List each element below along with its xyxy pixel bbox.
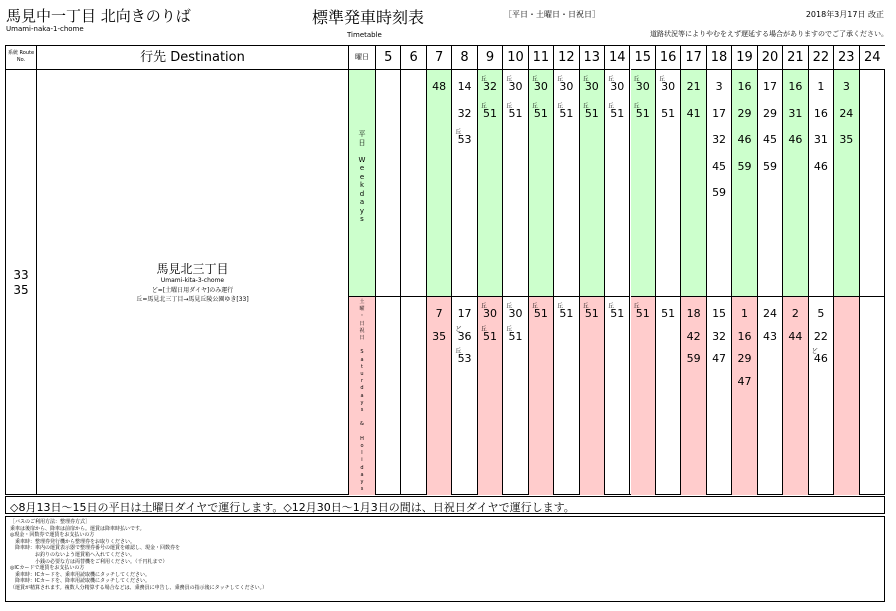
weekday-hour-8 xyxy=(452,70,477,296)
weekday-hour-7 xyxy=(427,70,452,296)
departure-minute: 30 xyxy=(483,307,498,320)
hour-header-21: 21 xyxy=(783,46,808,70)
hour-header-13: 13 xyxy=(580,46,605,70)
weekday-hour-10 xyxy=(503,70,528,296)
hour-header-24: 24 xyxy=(860,46,885,70)
departure-minute: 30 xyxy=(533,80,548,93)
hour-header-20: 20 xyxy=(758,46,783,70)
departure-minute: 29 xyxy=(737,352,752,365)
departure-minute: 59 xyxy=(737,159,752,173)
departure-minute: 32 xyxy=(457,106,472,120)
departure-minute: 47 xyxy=(712,352,727,365)
route-cell xyxy=(6,70,37,495)
departure-minute: 3 xyxy=(842,80,850,93)
departure-minute: 7 xyxy=(435,307,443,320)
holiday-hour-19 xyxy=(732,296,757,495)
weekday-hour-16 xyxy=(656,70,681,296)
timetable-grid xyxy=(5,45,885,495)
departure-minute: 30 xyxy=(584,80,599,93)
hour-header-10: 10 xyxy=(503,46,528,70)
departure-minute: 51 xyxy=(584,106,599,120)
departure-minute: 51 xyxy=(533,307,548,320)
hour-header-7: 7 xyxy=(427,46,452,70)
holiday-schedule-notice: ◇8月13日～15日の平日は土曜日ダイヤで運行します。◇12月30日～1月3日の間は、日祝日ダイヤで運行します。 xyxy=(5,496,885,514)
holiday-hour-17 xyxy=(681,296,706,495)
route-mark: 丘 xyxy=(582,303,589,310)
holiday-hour-18 xyxy=(707,296,732,495)
hour-header-17: 17 xyxy=(681,46,706,70)
route-mark: 丘 xyxy=(480,76,487,83)
departure-minute: 18 xyxy=(686,307,701,320)
departure-minute: 5 xyxy=(817,307,825,320)
hour-header-8: 8 xyxy=(452,46,477,70)
departure-minute: 30 xyxy=(635,80,650,93)
stop-name: 馬見中一丁目 北向きのりば xyxy=(6,7,191,25)
departure-minute: 42 xyxy=(686,329,701,343)
departure-minute: 46 xyxy=(788,133,803,146)
route-mark: 丘 xyxy=(480,303,487,310)
route-mark: 丘 xyxy=(506,325,513,333)
route-mark: 丘 xyxy=(608,303,615,310)
hour-header-19: 19 xyxy=(732,46,757,70)
departure-minute: 32 xyxy=(483,80,498,93)
holiday-hour-13 xyxy=(580,296,605,495)
departure-minute: 30 xyxy=(508,307,523,320)
departure-minute: 53 xyxy=(457,133,472,146)
departure-minute: 51 xyxy=(610,307,625,320)
weekday-hour-21 xyxy=(783,70,808,296)
page-title-en: Timetable xyxy=(347,31,382,39)
departure-minute: 51 xyxy=(610,106,625,120)
departure-minute: 32 xyxy=(712,329,727,343)
departure-minute: 59 xyxy=(686,352,701,365)
destination-note: 丘=馬見北三丁目→馬見丘陵公園ゆき[33] xyxy=(136,296,249,303)
weekday-hour-11 xyxy=(529,70,554,296)
route-mark: 丘 xyxy=(480,325,487,333)
departure-minute: 2 xyxy=(791,307,799,320)
holiday-hour-22 xyxy=(809,296,834,495)
departure-minute: 51 xyxy=(533,106,548,120)
holiday-label-cell xyxy=(349,296,376,495)
destination-cell xyxy=(37,70,349,495)
route-header: 系統 Route No. xyxy=(6,46,37,70)
route-mark: 丘 xyxy=(633,76,640,83)
departure-minute: 53 xyxy=(457,352,472,365)
departure-minute: 30 xyxy=(661,80,676,93)
departure-minute: 51 xyxy=(508,329,523,343)
hour-header-11: 11 xyxy=(529,46,554,70)
departure-minute: 35 xyxy=(432,329,447,343)
destination-note: ど=[土曜日用ダイヤ]のみ運行 xyxy=(151,287,234,294)
departure-minute: 16 xyxy=(737,80,752,93)
route-mark: 丘 xyxy=(531,303,538,310)
holiday-label: 土 曜 ・ 日 祝 日 S a t u r d a y s & H o l i d a y s xyxy=(359,299,365,493)
route-mark: 丘 xyxy=(557,303,564,310)
route-mark: 丘 xyxy=(633,102,640,110)
holiday-hour-15 xyxy=(631,296,656,495)
weekday-hour-12 xyxy=(554,70,579,296)
departure-minute: 31 xyxy=(813,133,828,146)
departure-minute: 31 xyxy=(788,106,803,120)
departure-minute: 46 xyxy=(737,133,752,146)
usage-line: ◎現金・回数券で運賃をお支払いの方 xyxy=(10,532,95,539)
departure-minute: 59 xyxy=(762,159,777,173)
departure-minute: 59 xyxy=(712,186,727,199)
departure-minute: 43 xyxy=(762,329,777,343)
departure-minute: 51 xyxy=(483,329,498,343)
departure-minute: 17 xyxy=(762,80,777,93)
departure-minute: 22 xyxy=(813,329,828,343)
departure-minute: 46 xyxy=(813,352,828,365)
route-mark: 丘 xyxy=(608,76,615,83)
holiday-hour-8 xyxy=(452,296,477,495)
route-mark: 丘 xyxy=(455,129,462,136)
departure-minute: 14 xyxy=(457,80,472,93)
day-header: 曜日 xyxy=(349,46,376,70)
departure-minute: 17 xyxy=(712,106,727,120)
weekday-hour-5 xyxy=(376,70,401,296)
hour-header-12: 12 xyxy=(554,46,579,70)
destination-header: 行先 Destination xyxy=(37,46,349,70)
holiday-hour-24 xyxy=(860,296,885,495)
departure-minute: 24 xyxy=(839,106,854,120)
departure-minute: 46 xyxy=(813,159,828,173)
departure-minute: 1 xyxy=(817,80,825,93)
usage-line: ［バスのご利用方法：整理券方式］ xyxy=(10,519,91,525)
holiday-hour-5 xyxy=(376,296,401,495)
departure-minute: 51 xyxy=(559,106,574,120)
holiday-hour-11 xyxy=(529,296,554,495)
route-mark: 丘 xyxy=(506,76,513,83)
departure-minute: 51 xyxy=(661,307,676,320)
route-mark: 丘 xyxy=(506,303,513,310)
weekday-hour-18 xyxy=(707,70,732,296)
usage-line: 乗車は後扉から、降車は前扉から。運賃は降車時払いです。 xyxy=(10,525,145,532)
holiday-hour-14 xyxy=(605,296,630,495)
departure-minute: 48 xyxy=(432,80,447,93)
departure-minute: 51 xyxy=(584,307,599,320)
weekday-label-cell xyxy=(349,70,376,296)
departure-minute: 32 xyxy=(712,133,727,146)
departure-minute: 51 xyxy=(635,106,650,120)
departure-minute: 47 xyxy=(737,374,752,388)
holiday-hour-6 xyxy=(401,296,426,495)
route-mark: 丘 xyxy=(557,102,564,110)
holiday-hour-23 xyxy=(834,296,859,495)
usage-line: ◎ICカードで運賃をお支払いの方 xyxy=(10,565,85,572)
hour-header-23: 23 xyxy=(834,46,859,70)
route-mark: 丘 xyxy=(480,102,487,110)
route-mark: 丘 xyxy=(455,348,462,355)
holiday-hour-9 xyxy=(478,296,503,495)
departure-minute: 45 xyxy=(762,133,777,146)
departure-minute: 51 xyxy=(483,106,498,120)
route-number: 33 xyxy=(13,268,29,282)
route-mark: 丘 xyxy=(582,76,589,83)
destination-name-en: Umami-kita-3-chome xyxy=(160,277,225,284)
usage-line: 降車時：ICカードを、降車用読取機にタッチしてください。 xyxy=(10,578,150,585)
weekday-hour-20 xyxy=(758,70,783,296)
departure-minute: 16 xyxy=(737,329,752,343)
weekday-hour-14 xyxy=(605,70,630,296)
departure-minute: 51 xyxy=(508,106,523,120)
weekday-hour-22 xyxy=(809,70,834,296)
holiday-hour-21 xyxy=(783,296,808,495)
departure-minute: 30 xyxy=(508,80,523,93)
weekday-hour-23 xyxy=(834,70,859,296)
holiday-hour-16 xyxy=(656,296,681,495)
route-mark: 丘 xyxy=(608,102,615,110)
route-number: 35 xyxy=(13,283,29,297)
departure-minute: 16 xyxy=(788,80,803,93)
departure-minute: 3 xyxy=(715,80,723,93)
page-title: 標準発車時刻表 xyxy=(312,8,425,27)
departure-minute: 1 xyxy=(741,307,749,320)
destination-name: 馬見北三丁目 xyxy=(156,262,229,276)
departure-minute: 51 xyxy=(635,307,650,320)
hour-header-22: 22 xyxy=(809,46,834,70)
hour-header-9: 9 xyxy=(478,46,503,70)
holiday-hour-7 xyxy=(427,296,452,495)
departure-minute: 30 xyxy=(559,80,574,93)
delay-notice: 道路状況等によりやむをえず遅延する場合がありますのでご了承ください。 xyxy=(650,30,888,38)
day-types: ［平日・土曜日・日祝日］ xyxy=(504,10,600,19)
route-mark: 丘 xyxy=(633,303,640,310)
departure-minute: 24 xyxy=(762,307,777,320)
route-mark: 丘 xyxy=(506,102,513,110)
revision-date: 2018年3月17日 改正 xyxy=(805,10,884,19)
usage-line: 小銭の必要な方は両替機をご利用ください。（千円札まで） xyxy=(10,558,168,565)
hour-header-16: 16 xyxy=(656,46,681,70)
departure-minute: 16 xyxy=(813,106,828,120)
departure-minute: 29 xyxy=(762,106,777,120)
departure-minute: 15 xyxy=(712,307,727,320)
holiday-hour-10 xyxy=(503,296,528,495)
departure-minute: 41 xyxy=(686,106,701,120)
hour-header-14: 14 xyxy=(605,46,630,70)
route-mark: ど xyxy=(455,325,462,333)
departure-minute: 30 xyxy=(610,80,625,93)
route-mark: 丘 xyxy=(531,102,538,110)
route-mark: ど xyxy=(811,348,818,355)
usage-line: 乗車時：整理券発行機から整理券をお取りください。 xyxy=(10,538,136,545)
usage-line: （運賃が精算されます。複数人分精算する場合などは、乗務員に申告し、乗務員の指示後にタッチしてください。） xyxy=(10,584,268,591)
departure-minute: 51 xyxy=(559,307,574,320)
hour-header-6: 6 xyxy=(401,46,426,70)
weekday-hour-24 xyxy=(860,70,885,296)
weekday-hour-13 xyxy=(580,70,605,296)
hour-header-18: 18 xyxy=(707,46,732,70)
departure-minute: 51 xyxy=(661,106,676,120)
weekday-hour-15 xyxy=(631,70,656,296)
usage-line: 降車時：車内の運賃表示器で整理券番号の運賃を確認し、現金・回数券を xyxy=(10,545,181,552)
route-mark: 丘 xyxy=(582,102,589,110)
holiday-hour-20 xyxy=(758,296,783,495)
departure-minute: 29 xyxy=(737,106,752,120)
departure-minute: 44 xyxy=(788,329,803,343)
hour-header-15: 15 xyxy=(631,46,656,70)
usage-instructions xyxy=(5,516,885,602)
hour-header-5: 5 xyxy=(376,46,401,70)
stop-name-en: Umami-naka-1-chome xyxy=(6,25,84,33)
departure-minute: 35 xyxy=(839,133,854,146)
departure-minute: 21 xyxy=(686,80,701,93)
weekday-label: 平 日 W e e k d a y s xyxy=(358,130,366,223)
usage-line: お釣りのないよう運賃箱へ入れてください。 xyxy=(10,551,136,558)
weekday-hour-19 xyxy=(732,70,757,296)
departure-minute: 45 xyxy=(712,159,727,173)
departure-minute: 36 xyxy=(457,329,472,343)
route-mark: 丘 xyxy=(557,76,564,83)
weekday-hour-9 xyxy=(478,70,503,296)
route-mark: 丘 xyxy=(531,76,538,83)
departure-minute: 17 xyxy=(457,307,472,320)
route-mark: 丘 xyxy=(658,76,665,83)
weekday-hour-17 xyxy=(681,70,706,296)
holiday-hour-12 xyxy=(554,296,579,495)
weekday-hour-6 xyxy=(401,70,426,296)
usage-line: 乗車時：ICカードを、乗車用読取機にタッチしてください。 xyxy=(10,571,150,578)
